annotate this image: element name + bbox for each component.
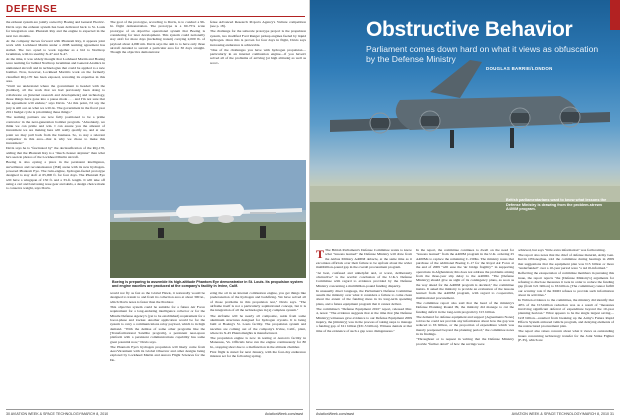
paragraph: Boeing is also eyeing a place in the persistent intelligence, surveillance and reconnaissance (ISR) arena with its new hydrogen-powered Phantom Eye. The twin-engine, hydrogen-fueled prototype designed to stay aloft at 65,000 ft. for four days. The Phantom Eye will have a wingspan of 150 ft. and a 33-ft. length. It will take off using a cart and land using nose gear and skids, a design choice made to conserve weight, says Davis. xyxy=(6,160,105,191)
paragraph: The teaming partners are now fully positioned to be a prime contractor in the next-generation bomber program. "Absolutely, we think we can prime and win. I can assure you the amount of investment we are making here will really qualify us, and at one point we may pull back from the business. So, to stay a relevant competitor in this area—that is why we chose to make this investment." xyxy=(6,115,105,146)
paragraph xyxy=(316,248,412,270)
footer-folio: 30 AVIATION WEEK & SPACE TECHNOLOGY/MARCH 8, 2010 xyxy=(6,412,109,416)
footer-folio: AVIATION WEEK & SPACE TECHNOLOGY/MARCH 8, 2010 31 xyxy=(511,412,614,416)
hero-caption: British parliamentarians want to know what lessons the Defense Ministry is drawing from the problem-strewn A400M program. xyxy=(506,198,607,212)
footer-url[interactable]: AviationWeek.com/awst xyxy=(316,412,355,416)
paragraph: "One of the challenges you have with hydrogen propulsion—particularly in an internal combustion engine—if you haven't solved all of the problems of arriving [at high altitude] as well as recov- xyxy=(210,47,306,65)
paragraph: "Until we understand where the government is headed with the [bomber], all the work that we had previously been doing to collaborate on [internal research and development] and technology, those things have gone into a pause mode . . . and I'm not sure that the agreement will endure," says Davis. "At this point, I'd say the jury is still out on what we will do. The government in the fiscal year 2011 budget cycle is prioritizing these things." xyxy=(6,84,105,115)
right-column-2 xyxy=(416,248,514,403)
section-heading: DEFENSE xyxy=(6,4,58,15)
article-dek: Parliament comes down hard on what it views as obfuscation by the Defense Ministry xyxy=(366,44,599,64)
phantom-eye-aircraft-icon xyxy=(110,160,306,278)
footer-rule xyxy=(316,409,614,410)
paragraph: The report also raises concern about what it views as outstanding issues concerning technology transfer for the Joint Strike Fighter (F-35), which are xyxy=(518,329,614,343)
photo-caption: Boeing is preparing to assemble its high-altitude Phantom Eye demonstrator in St. Louis. Its propulsion system and engine nacelles are produced at the company's facility in Irvine, Calif. xyxy=(112,280,303,289)
right-page xyxy=(310,0,620,420)
paragraph: would not fly as fast as the Global Hawk, it notionally would be designed to transit to and from its collection area at about 300 kt., which Davis notes is faster than the Predator. xyxy=(110,291,205,304)
paragraph: In the report, the committee continues to dwell on the need for "lessons learned" from the A400M program in the U.K. ordering 25 A400Ms to replace the remaining C-130Ks. The ministry notes that purchase of the additional Boeing C-17 for the Royal Air Force at the end of 2009 "will ease the 'air bridge fragility'" in supporting operations in Afghanistan; this does not address the problems arising from the three-year slip delay to the A400M. "The [Defense Ministry] should give us sight of its contingency plans, as soon as the way ahead for the A400M program is decided," the committee insists. It asked the ministry to provide an evaluation of the lessons learned from the A400M program, with regard to cooperative, multinational procurement. xyxy=(416,248,514,300)
section-tab xyxy=(610,0,620,30)
paragraph: At the company moves forward with Phantom Ray, it appears joint work with Lockheed Martin under a 2008 teaming agreement has stalled. The two opted to work together as a bid to Northrop Grumman, with its stealthy X-47 and X-47. xyxy=(6,38,105,56)
right-column-3 xyxy=(518,248,614,403)
paragraph: At the time, it was widely thought that Lockheed Martin and Boeing were teaming for behind Northrop Grumman and General Atomics in unmanned aircraft and in technologies that could be applied to a new bomber. Now, however, Lockheed Martin's work on the formerly classified RQ-170 has been exposed, revealing its expertise in this area. xyxy=(6,57,105,83)
paragraph: "At best, confused and unhelpful and, at worst, deliberately obstructive" is the acerbic conclusion of the U.K.'s Defense Committee with regard to evidence provided by the Defense Ministry concerning a multibillion-pound funding disparity. xyxy=(316,270,412,288)
paragraph: fense Advanced Research Projects Agency's Vulture competition (see p. 18). xyxy=(210,20,306,29)
drop-cap: T xyxy=(316,248,325,261)
hero-photo xyxy=(310,0,620,240)
paragraph: First flight is slated for next January, with the four-day endurance mission set for the following spring. xyxy=(210,349,306,359)
paragraph: Davis says he is "fascinated by" the declassification of the RQ-170, adding that the Phantom Ray is a "much cleaner airplane" than what he's seen in photos of the Lockheed Martin aircraft. xyxy=(6,146,105,160)
left-column-1 xyxy=(6,20,105,401)
paragraph: The challenge for the subscale prototype project is the propulsion system, two modified Ford Ranger pickup engines fueled by liquid hydrogen. Once this is proven for four days in flight, Davis says increasing endurance is achievable. xyxy=(210,29,306,47)
paragraph: Davis says the exhaust system has been delivered back to St. Louis for integration onto Phantom Ray and the engine is expected in the next two months. xyxy=(6,25,105,38)
paragraph: This objective system could be suitable for a future Air Force requirement for a long-enduring intelligence collector or for the Missile Defense Agency's (yet to be established) requirement for a boost-phase and tracker. Another application would be for the system to carry a communications relay payload, which is in high demand. "With the demise of some other programs like the [Transformational Satellite program], a persistent near-space platform with a persistent communications capability has some great potential now," Davis says. xyxy=(110,304,205,344)
article-title: Obstructive Behavior xyxy=(366,18,573,41)
paragraph: The Phantom Eye's hydrogen propulsion will likely come from AeroVironment with its Global Observer and other designs being explored by Lockheed Martin and Aurora Flight Sciences for the De- xyxy=(110,344,205,362)
phantom-eye-photo xyxy=(110,160,306,278)
paragraph: The report also notes that the chief of defense materiel, Army Gen. Kevin O'Donoghue, told the committee during hearings in 2009 that suggestions that the equipment plan was £15 billion or more "underfunded" over a 10-year period were "a tad ill-informed." xyxy=(518,253,614,271)
section-rule xyxy=(6,16,305,17)
left-column-2 xyxy=(110,291,205,401)
left-column-3 xyxy=(210,291,306,401)
paragraph: In Written evidence to the committee, the ministry did identify that 40% of the £15-billion reduction was as a result of "measures involving significant deferral of expenditure beyond the 10-year planning horizon." What appears to be the single largest saving—£2.8 billion—resulted from breaking up the Army's Future Rapid Effects System armored vehicle program, and delaying elements of the restructured procurement plan. xyxy=(518,298,614,329)
paragraph: Reflecting the exasperation of committee members in pursuing this issue, the report rejects "the [Defense Ministry's] arguments for refusing to disclose measures it took in order to reduce the funding gap (from £21 billion) to £6 billion. [The committee] cannot fulfill our scrutiny role if the MOD refuses to provide such information about its activities." xyxy=(518,271,614,298)
left-column-3-top xyxy=(210,20,306,156)
paragraph: The committee report also said that the head of the ministry's Defense Planning Round 09, the ministry did manage to cut the funding deficit in the long-term program by £15 billion. xyxy=(416,300,514,314)
footer-rule xyxy=(6,409,303,410)
byline: DOUGLAS BARRIE/LONDON xyxy=(486,66,553,71)
right-column-1 xyxy=(316,248,412,403)
paragraph: The goal of the prototype, according to Davis, is to conduct a 96-hr. flight demonstration. The prototype is a 60-75% scale prototype of an objective operational system that Boeing is considering for later development. This system could notionally stay aloft for more days (including transit) carrying 2,000 lb. of payload about 4,000 nm. Davis says the aim is to have only three aircraft detailed to surveil a particular area for 30 days straight. Though the objective demonstrator xyxy=(110,20,205,55)
paragraph: ering the oil in an internal combustion engine, you get things like predetonation of the hydrogen and backfiring. We have solved all of those problems in this propulsion test," Davis says. "The airframe itself is not a particularly sophisticated concept, but it is the integration of all the technologies in [a] complete system." xyxy=(210,291,306,313)
paragraph: the exhaust system are jointly owned by Boeing and General Electric. xyxy=(6,20,105,24)
paragraph: In unusually direct language, the Parliament's Defense Committee assails the ministry over what it considers a failure to come clean about the extent of the funding mess in its long-term spending plans, and a future equipment program that it cannot deliver. xyxy=(316,288,412,306)
paragraph: The propulsion engine is now in testing at Aurora's facility in Manassas, Va. Officials have run the engine continuously for 80 hr., stopping short due to a malfunction in the altitude chamber. xyxy=(210,336,306,349)
lead-paragraph-text: The British Parliament's Defense Committee wants to know what "lessons learned" the Defense Ministry will draw from the Airbus Military A400M debacle, at the same time as it excoriates officials over their failure to be upfront about the wider multibillion-pound gap in the overall procurement program. xyxy=(316,248,412,270)
paragraph: The committee's "Defense Equipment 2010" report, released Mar. 4, notes: "The evidence suggests that at the time that [the Defense Ministry] witnesses gave evidence to our Defense Equipment 2009 inquiry, the [ministry] was in the process of taking steps to manage a funding gap of £21 billion ($31.5 billion). Witness denials at that time of the existence of such a gap were disingenuous." xyxy=(316,306,412,333)
paragraph: "Throughout or to request in writing that the Defense Ministry provide "further detail" of how the savings were xyxy=(416,337,514,346)
paragraph: The airframe will be nearly all composite, aside from some aluminum structures designed for hydrogen crystals. It is being built at Boeing's St. Louis facility. The propulsion system and nacelles are coming out of the company's Irvine, Calif., plant, where its X-45 Phantomsights is manufactured. xyxy=(210,313,306,335)
paragraph: The demand for defense equipment and support [Agreements Notes] told us he could not provide any information about how the gap was reduced to £6 billion, or the proportion of expenditure which was merely postponed beyond the planning period," the committee notes in its findings. xyxy=(416,314,514,337)
footer-url[interactable]: AviationWeek.com/awst xyxy=(264,412,303,416)
paragraph: achieved, but says "little extra information" was forthcoming. xyxy=(518,248,606,252)
left-column-2-top xyxy=(110,20,205,156)
